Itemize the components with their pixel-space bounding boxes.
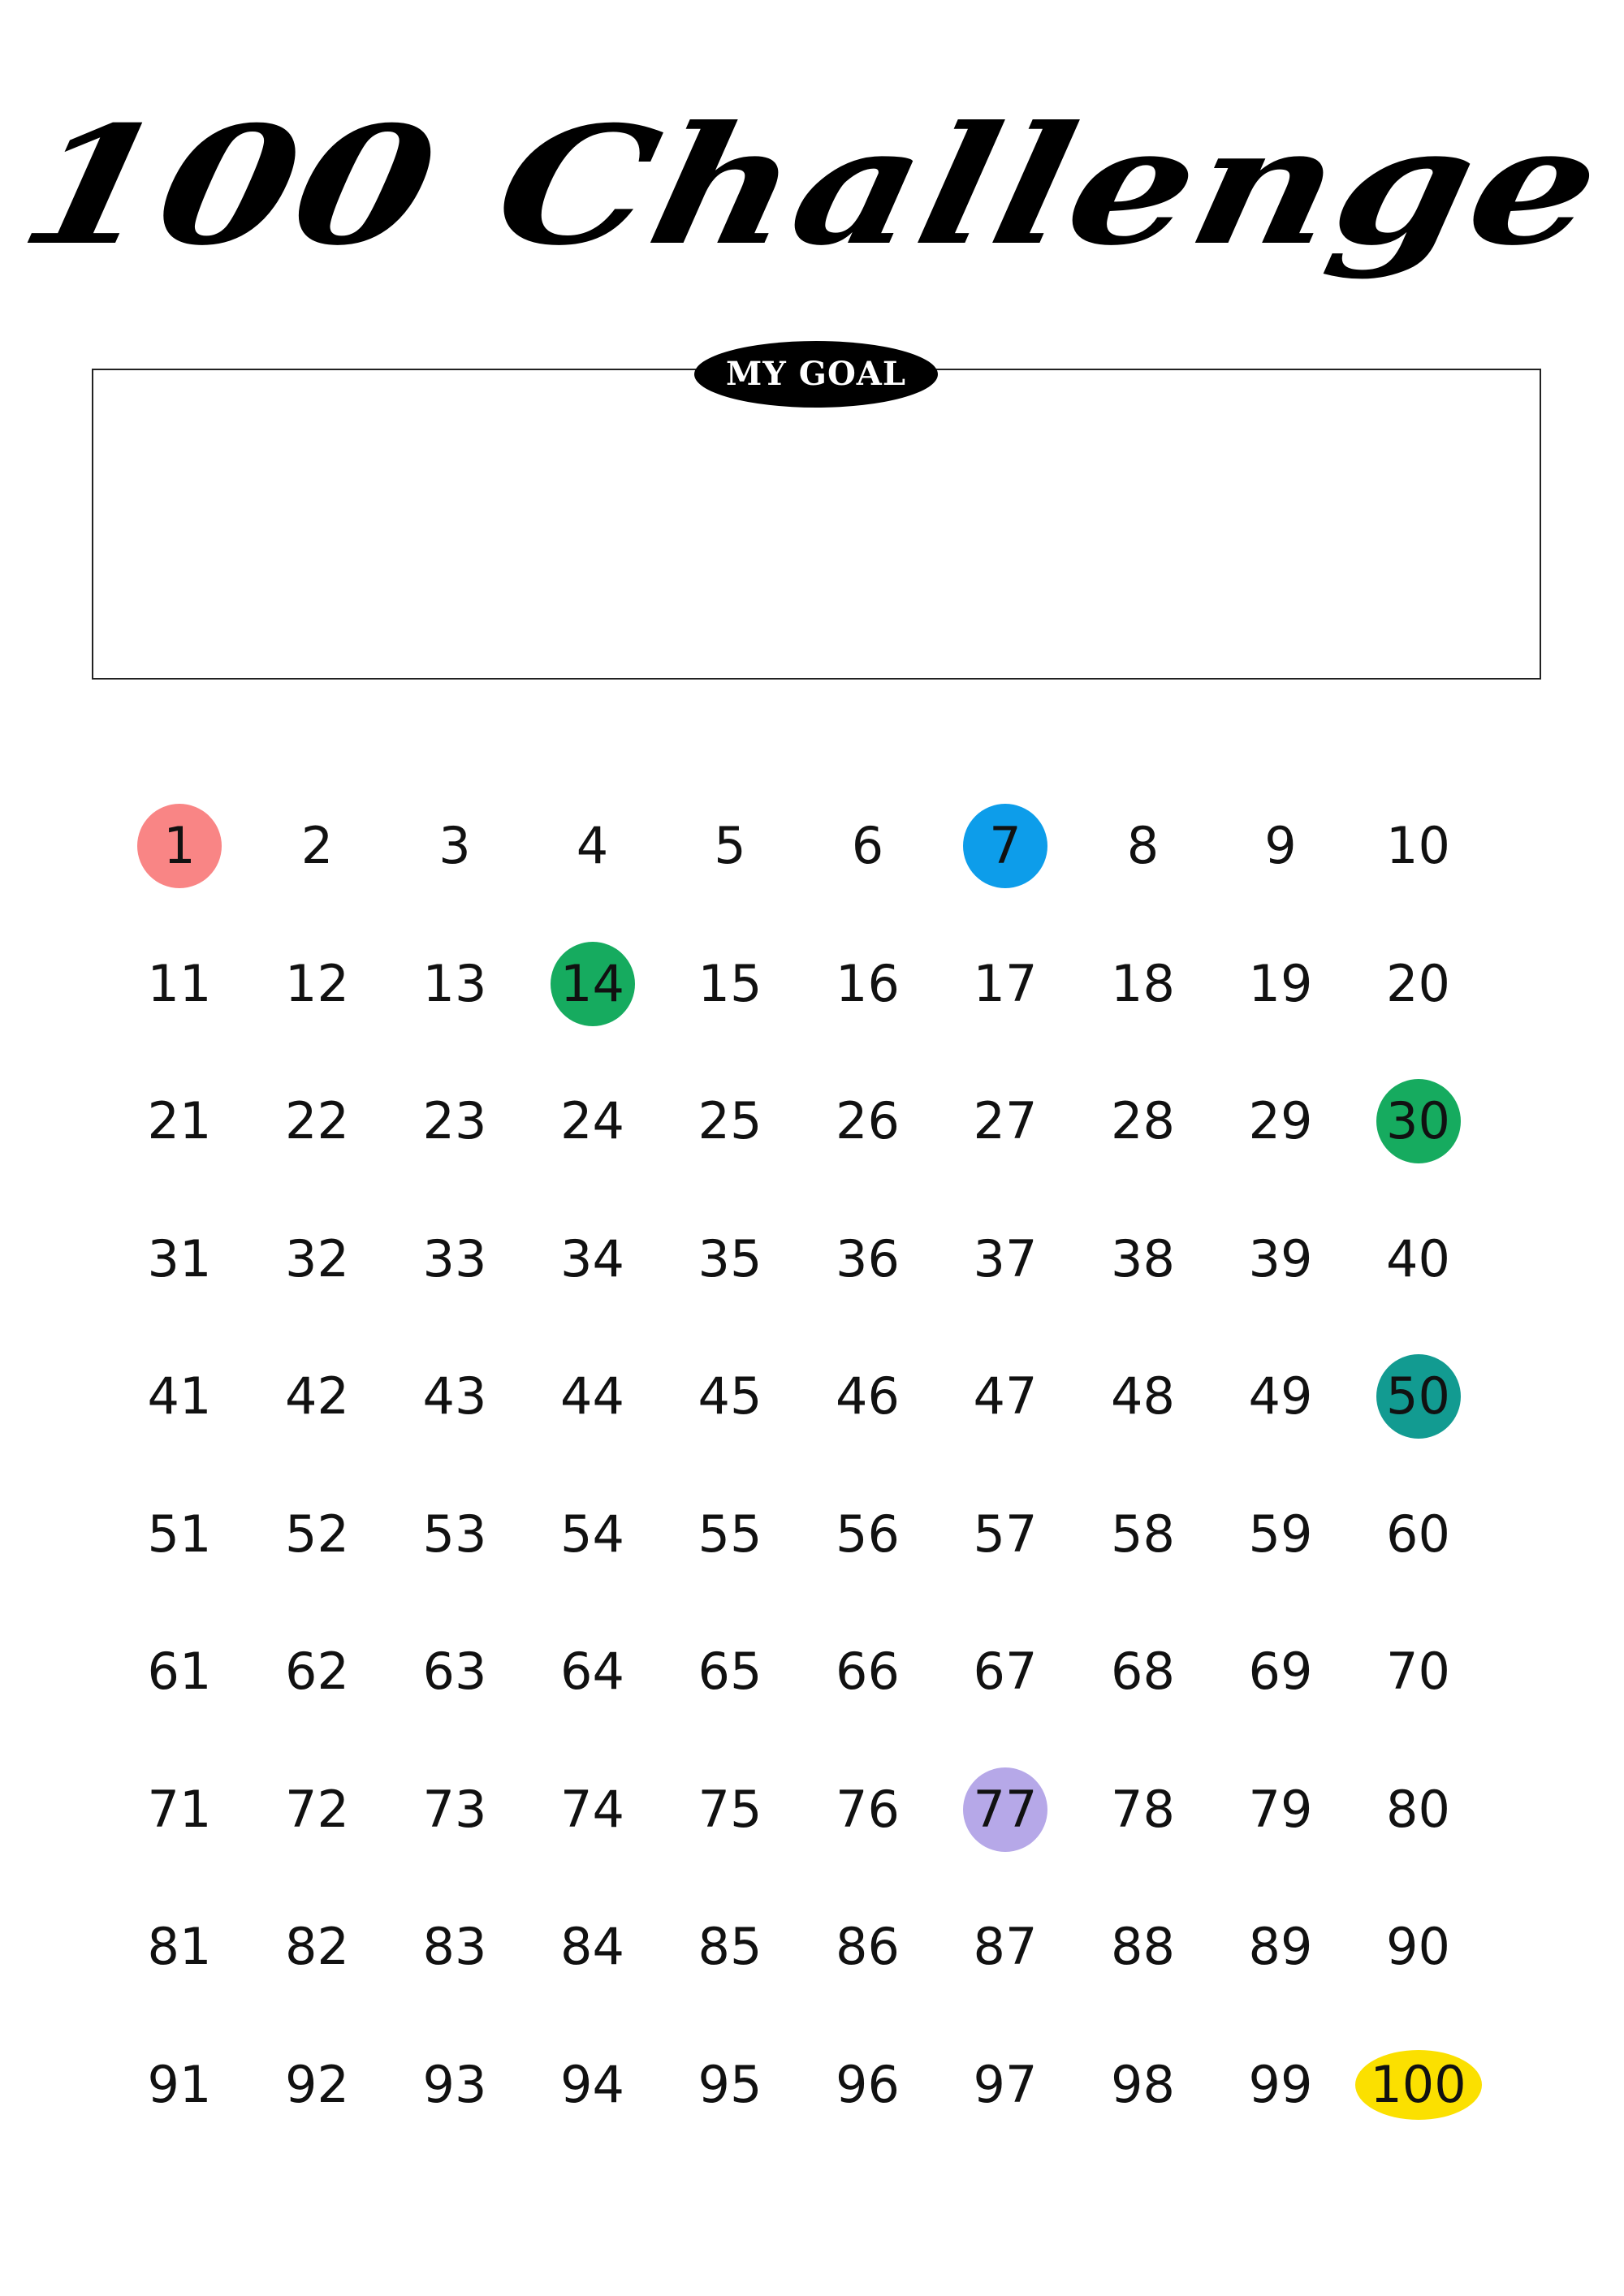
grid-number: 64	[560, 1642, 624, 1701]
grid-cell-34[interactable]	[524, 1215, 662, 1304]
grid-number: 79	[1248, 1779, 1313, 1839]
grid-cell-17[interactable]	[936, 939, 1074, 1029]
grid-number: 18	[1111, 953, 1175, 1013]
grid-cell-32[interactable]	[248, 1215, 387, 1304]
grid-number: 95	[698, 2054, 762, 2114]
grid-number: 80	[1386, 1779, 1450, 1839]
grid-number: 84	[560, 1917, 624, 1976]
grid-number: 65	[698, 1642, 762, 1701]
grid-number: 48	[1111, 1366, 1175, 1426]
grid-cell-100[interactable]	[1350, 2040, 1488, 2130]
grid-number: 49	[1248, 1366, 1313, 1426]
grid-cell-36[interactable]	[799, 1215, 937, 1304]
grid-cell-74[interactable]	[524, 1765, 662, 1854]
grid-number: 12	[285, 953, 349, 1013]
grid-number: 44	[560, 1366, 624, 1426]
grid-cell-35[interactable]	[661, 1215, 799, 1304]
grid-number: 10	[1386, 816, 1450, 875]
grid-number: 35	[698, 1228, 762, 1288]
grid-cell-88[interactable]	[1074, 1902, 1212, 1992]
grid-cell-31[interactable]	[110, 1215, 248, 1304]
grid-number: 62	[285, 1642, 349, 1701]
goal-label: MY GOAL	[694, 341, 938, 408]
grid-number: 83	[422, 1917, 487, 1976]
grid-cell-90[interactable]	[1350, 1902, 1488, 1992]
grid-number: 28	[1111, 1091, 1175, 1150]
grid-cell-89[interactable]	[1212, 1902, 1350, 1992]
grid-cell-7[interactable]	[936, 801, 1074, 891]
grid-number: 43	[422, 1366, 487, 1426]
grid-number: 60	[1386, 1504, 1450, 1564]
grid-cell-73[interactable]	[386, 1765, 524, 1854]
grid-cell-69[interactable]	[1212, 1627, 1350, 1716]
grid-cell-23[interactable]	[386, 1077, 524, 1166]
grid-number: 37	[973, 1228, 1038, 1288]
grid-number: 70	[1386, 1642, 1450, 1701]
grid-cell-87[interactable]	[936, 1902, 1074, 1992]
grid-number: 96	[836, 2054, 900, 2114]
grid-number: 20	[1386, 953, 1450, 1013]
grid-cell-44[interactable]	[524, 1352, 662, 1441]
grid-number: 25	[698, 1091, 762, 1150]
grid-number: 92	[285, 2054, 349, 2114]
grid-cell-30[interactable]	[1350, 1077, 1488, 1166]
grid-cell-80[interactable]	[1350, 1765, 1488, 1854]
grid-cell-13[interactable]	[386, 939, 524, 1029]
grid-number: 45	[698, 1366, 762, 1426]
grid-cell-41[interactable]	[110, 1352, 248, 1441]
grid-cell-16[interactable]	[799, 939, 937, 1029]
grid-number: 69	[1248, 1642, 1313, 1701]
grid-number: 5	[714, 816, 746, 875]
grid-number: 39	[1248, 1228, 1313, 1288]
grid-cell-72[interactable]	[248, 1765, 387, 1854]
grid-cell-42[interactable]	[248, 1352, 387, 1441]
grid-cell-10[interactable]	[1350, 801, 1488, 891]
grid-number: 50	[1386, 1366, 1450, 1426]
grid-cell-64[interactable]	[524, 1627, 662, 1716]
grid-cell-47[interactable]	[936, 1352, 1074, 1441]
grid-number: 38	[1111, 1228, 1175, 1288]
grid-number: 73	[422, 1779, 487, 1839]
grid-cell-26[interactable]	[799, 1077, 937, 1166]
grid-cell-60[interactable]	[1350, 1490, 1488, 1579]
grid-cell-83[interactable]	[386, 1902, 524, 1992]
grid-number: 87	[973, 1917, 1038, 1976]
grid-cell-76[interactable]	[799, 1765, 937, 1854]
grid-number: 66	[836, 1642, 900, 1701]
grid-number: 76	[836, 1779, 900, 1839]
grid-number: 98	[1111, 2054, 1175, 2114]
grid-cell-21[interactable]	[110, 1077, 248, 1166]
grid-number: 94	[560, 2054, 624, 2114]
grid-cell-40[interactable]	[1350, 1215, 1488, 1304]
grid-cell-51[interactable]	[110, 1490, 248, 1579]
grid-cell-55[interactable]	[661, 1490, 799, 1579]
grid-cell-33[interactable]	[386, 1215, 524, 1304]
grid-number: 41	[147, 1366, 212, 1426]
grid-cell-8[interactable]	[1074, 801, 1212, 891]
grid-cell-57[interactable]	[936, 1490, 1074, 1579]
grid-cell-46[interactable]	[799, 1352, 937, 1441]
grid-cell-56[interactable]	[799, 1490, 937, 1579]
grid-cell-18[interactable]	[1074, 939, 1212, 1029]
grid-cell-27[interactable]	[936, 1077, 1074, 1166]
grid-number: 56	[836, 1504, 900, 1564]
grid-number: 15	[698, 953, 762, 1013]
grid-cell-79[interactable]	[1212, 1765, 1350, 1854]
grid-number: 74	[560, 1779, 624, 1839]
grid-number: 51	[147, 1504, 212, 1564]
page-title: 100 Challenge	[6, 91, 1618, 282]
grid-cell-50[interactable]	[1350, 1352, 1488, 1441]
grid-number: 100	[1370, 2054, 1466, 2114]
grid-cell-82[interactable]	[248, 1902, 387, 1992]
grid-cell-93[interactable]	[386, 2040, 524, 2130]
grid-cell-71[interactable]	[110, 1765, 248, 1854]
grid-cell-25[interactable]	[661, 1077, 799, 1166]
grid-cell-59[interactable]	[1212, 1490, 1350, 1579]
grid-cell-65[interactable]	[661, 1627, 799, 1716]
grid-cell-99[interactable]	[1212, 2040, 1350, 2130]
grid-number: 36	[836, 1228, 900, 1288]
grid-cell-48[interactable]	[1074, 1352, 1212, 1441]
grid-number: 78	[1111, 1779, 1175, 1839]
grid-cell-75[interactable]	[661, 1765, 799, 1854]
grid-number: 26	[836, 1091, 900, 1150]
grid-number: 67	[973, 1642, 1038, 1701]
grid-number: 89	[1248, 1917, 1313, 1976]
grid-cell-91[interactable]	[110, 2040, 248, 2130]
grid-number: 14	[560, 953, 624, 1013]
grid-number: 1	[163, 816, 196, 875]
grid-number: 53	[422, 1504, 487, 1564]
grid-number: 57	[973, 1504, 1038, 1564]
grid-cell-54[interactable]	[524, 1490, 662, 1579]
grid-number: 11	[147, 953, 212, 1013]
grid-cell-92[interactable]	[248, 2040, 387, 2130]
grid-cell-28[interactable]	[1074, 1077, 1212, 1166]
grid-cell-20[interactable]	[1350, 939, 1488, 1029]
grid-cell-5[interactable]	[661, 801, 799, 891]
grid-number: 17	[973, 953, 1038, 1013]
grid-number: 46	[836, 1366, 900, 1426]
grid-number: 88	[1111, 1917, 1175, 1976]
grid-cell-19[interactable]	[1212, 939, 1350, 1029]
grid-number: 16	[836, 953, 900, 1013]
grid-cell-22[interactable]	[248, 1077, 387, 1166]
grid-cell-14[interactable]	[524, 939, 662, 1029]
grid-cell-24[interactable]	[524, 1077, 662, 1166]
grid-cell-49[interactable]	[1212, 1352, 1350, 1441]
grid-cell-97[interactable]	[936, 2040, 1074, 2130]
grid-cell-43[interactable]	[386, 1352, 524, 1441]
grid-number: 40	[1386, 1228, 1450, 1288]
grid-number: 77	[973, 1779, 1038, 1839]
grid-cell-12[interactable]	[248, 939, 387, 1029]
grid-number: 8	[1126, 816, 1160, 875]
grid-number: 93	[422, 2054, 487, 2114]
grid-cell-52[interactable]	[248, 1490, 387, 1579]
grid-cell-6[interactable]	[799, 801, 937, 891]
grid-number: 27	[973, 1091, 1038, 1150]
grid-number: 7	[989, 816, 1021, 875]
grid-cell-38[interactable]	[1074, 1215, 1212, 1304]
grid-cell-78[interactable]	[1074, 1765, 1212, 1854]
grid-cell-53[interactable]	[386, 1490, 524, 1579]
grid-number: 90	[1386, 1917, 1450, 1976]
grid-number: 63	[422, 1642, 487, 1701]
grid-cell-81[interactable]	[110, 1902, 248, 1992]
grid-number: 61	[147, 1642, 212, 1701]
grid-number: 99	[1248, 2054, 1313, 2114]
grid-cell-95[interactable]	[661, 2040, 799, 2130]
grid-number: 2	[300, 816, 334, 875]
grid-number: 91	[147, 2054, 212, 2114]
grid-number: 24	[560, 1091, 624, 1150]
grid-number: 13	[422, 953, 487, 1013]
grid-number: 23	[422, 1091, 487, 1150]
grid-number: 34	[560, 1228, 624, 1288]
grid-number: 54	[560, 1504, 624, 1564]
grid-number: 97	[973, 2054, 1038, 2114]
grid-number: 32	[285, 1228, 349, 1288]
grid-cell-9[interactable]	[1212, 801, 1350, 891]
grid-number: 58	[1111, 1504, 1175, 1564]
grid-cell-4[interactable]	[524, 801, 662, 891]
grid-number: 4	[576, 816, 609, 875]
grid-number: 52	[285, 1504, 349, 1564]
grid-number: 21	[147, 1091, 212, 1150]
grid-cell-45[interactable]	[661, 1352, 799, 1441]
grid-number: 75	[698, 1779, 762, 1839]
grid-cell-39[interactable]	[1212, 1215, 1350, 1304]
grid-number: 47	[973, 1366, 1038, 1426]
grid-cell-15[interactable]	[661, 939, 799, 1029]
grid-number: 30	[1386, 1091, 1450, 1150]
grid-cell-98[interactable]	[1074, 2040, 1212, 2130]
grid-cell-2[interactable]	[248, 801, 387, 891]
grid-number: 33	[422, 1228, 487, 1288]
grid-number: 31	[147, 1228, 212, 1288]
grid-cell-37[interactable]	[936, 1215, 1074, 1304]
grid-number: 3	[438, 816, 471, 875]
grid-number: 72	[285, 1779, 349, 1839]
grid-cell-29[interactable]	[1212, 1077, 1350, 1166]
grid-number: 68	[1111, 1642, 1175, 1701]
grid-cell-1[interactable]	[110, 801, 248, 891]
grid-number: 19	[1248, 953, 1313, 1013]
grid-cell-70[interactable]	[1350, 1627, 1488, 1716]
grid-cell-86[interactable]	[799, 1902, 937, 1992]
grid-cell-58[interactable]	[1074, 1490, 1212, 1579]
grid-cell-61[interactable]	[110, 1627, 248, 1716]
grid-number: 85	[698, 1917, 762, 1976]
grid-number: 59	[1248, 1504, 1313, 1564]
grid-number: 86	[836, 1917, 900, 1976]
grid-cell-94[interactable]	[524, 2040, 662, 2130]
grid-cell-77[interactable]	[936, 1765, 1074, 1854]
grid-number: 9	[1264, 816, 1297, 875]
grid-number: 42	[285, 1366, 349, 1426]
grid-number: 55	[698, 1504, 762, 1564]
grid-cell-68[interactable]	[1074, 1627, 1212, 1716]
grid-cell-66[interactable]	[799, 1627, 937, 1716]
grid-cell-85[interactable]	[661, 1902, 799, 1992]
grid-cell-11[interactable]	[110, 939, 248, 1029]
grid-number: 81	[147, 1917, 212, 1976]
grid-number: 71	[147, 1779, 212, 1839]
grid-cell-62[interactable]	[248, 1627, 387, 1716]
grid-cell-84[interactable]	[524, 1902, 662, 1992]
grid-cell-96[interactable]	[799, 2040, 937, 2130]
grid-number: 6	[851, 816, 884, 875]
grid-cell-3[interactable]	[386, 801, 524, 891]
grid-number: 82	[285, 1917, 349, 1976]
grid-number: 29	[1248, 1091, 1313, 1150]
grid-cell-63[interactable]	[386, 1627, 524, 1716]
grid-number: 22	[285, 1091, 349, 1150]
grid-cell-67[interactable]	[936, 1627, 1074, 1716]
